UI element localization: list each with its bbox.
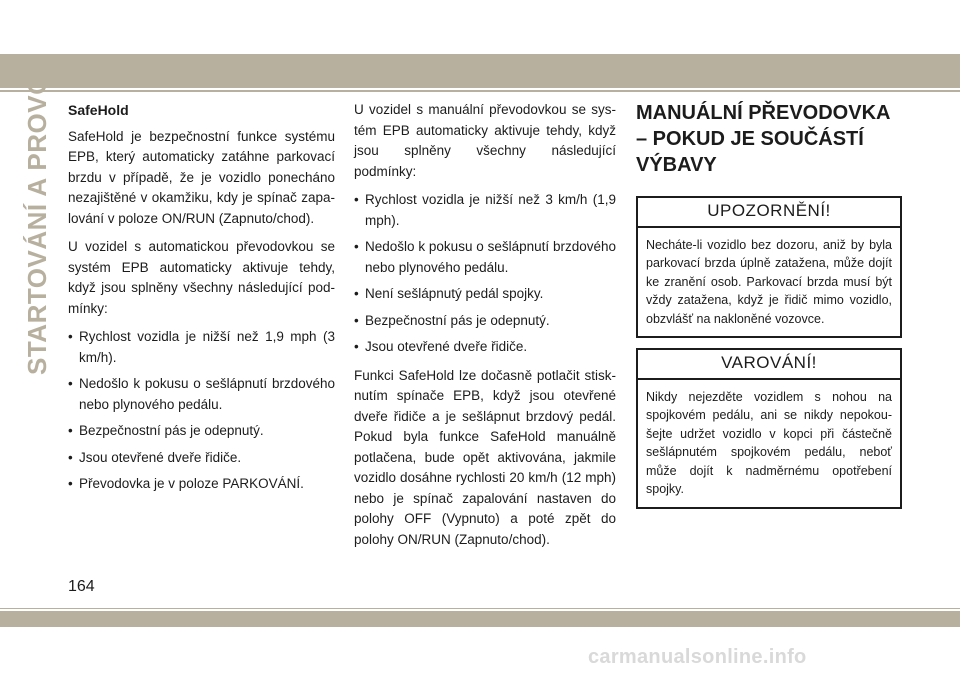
caution-box	[636, 196, 902, 338]
paragraph: U vozidel s automatickou převodovkou se systém EPB automaticky aktivuje tehdy, když jsou splněny všechny následující pod-mínky:	[68, 239, 335, 316]
list-item: • Bezpečnostní pás je odepnutý.	[68, 421, 335, 442]
header-rule	[0, 90, 960, 92]
condition-list	[354, 190, 616, 358]
column-left	[68, 100, 335, 503]
column-middle	[354, 100, 616, 558]
list-item: • Jsou otevřené dveře řidiče.	[354, 337, 616, 358]
paragraph: SafeHold je bezpečnostní funkce systému EPB, který automaticky zatáhne parkovací brzdu v případě, že je vozidlo ponecháno nezajištěné v okamžiku, kdy je spínač zapa-lování v poloze ON/RUN (Zapnuto/chod).	[68, 128, 335, 226]
warning-heading: VAROVÁNÍ!	[638, 350, 900, 380]
warning-text: Nikdy nejezděte vozidlem s nohou na spojkovém pedálu, ani se nikdy nepokou-šejte udržet vozidlo v kopci při částečně sešlápnutém spojkovém pedálu, neboť může dojít k nadměrnému opotřebení spojky.	[646, 389, 892, 496]
list-item: • Nedošlo k pokusu o sešlápnutí brzdového nebo plynového pedálu.	[354, 237, 616, 278]
list-item: • Rychlost vozidla je nižší než 3 km/h (1,9 mph).	[354, 190, 616, 231]
safehold-heading: SafeHold	[68, 102, 129, 118]
page-number: 164	[68, 578, 95, 595]
list-item: • Jsou otevřené dveře řidiče.	[68, 448, 335, 469]
footer-rule	[0, 608, 960, 609]
footer-band	[0, 611, 960, 627]
paragraph: Funkci SafeHold lze dočasně potlačit stisk-nutím spínače EPB, když jsou otevřené dveře řidiče a je sešlápnut brzdový pedál. Pokud byla funkce SafeHold manuálně potlačena, bude opět aktivována, jakmile vozidlo dosáhne rychlosti 20 km/h (12 mph) nebo je spínač zapalování nastaven do polohy OFF (Vypnuto) a poté zpět do polohy ON/RUN (Zapnuto/chod).	[354, 367, 616, 547]
list-item: • Převodovka je v poloze PARKOVÁNÍ.	[68, 474, 335, 495]
warning-box	[636, 348, 902, 509]
condition-list	[68, 327, 335, 495]
watermark: carmanualsonline.info	[588, 646, 807, 668]
list-item: • Bezpečnostní pás je odepnutý.	[354, 311, 616, 332]
header-band	[0, 54, 960, 88]
caution-heading: UPOZORNĚNÍ!	[638, 198, 900, 228]
column-right	[636, 100, 902, 519]
list-item: • Nedošlo k pokusu o sešlápnutí brzdového nebo plynového pedálu.	[68, 374, 335, 415]
paragraph: U vozidel s manuální převodovkou se sys-tém EPB automaticky aktivuje tehdy, když jsou splněny všechny následující podmínky:	[354, 102, 616, 179]
side-title-text: STARTOVÁNÍ A PROVOZ	[22, 57, 52, 375]
list-item: • Rychlost vozidla je nižší než 1,9 mph (3 km/h).	[68, 327, 335, 368]
section-title: MANUÁLNÍ PŘEVODOVKA – POKUD JE SOUČÁSTÍ VÝBAVY	[636, 102, 890, 176]
caution-text: Necháte-li vozidlo bez dozoru, aniž by byla parkovací brzda úplně zatažena, může dojít ke zranění osob. Parkovací brzda musí být vždy zatažena, když je řidič mimo vozidlo, obzvlášť na nakloněné vozovce.	[646, 237, 892, 326]
list-item: • Není sešlápnutý pedál spojky.	[354, 284, 616, 305]
